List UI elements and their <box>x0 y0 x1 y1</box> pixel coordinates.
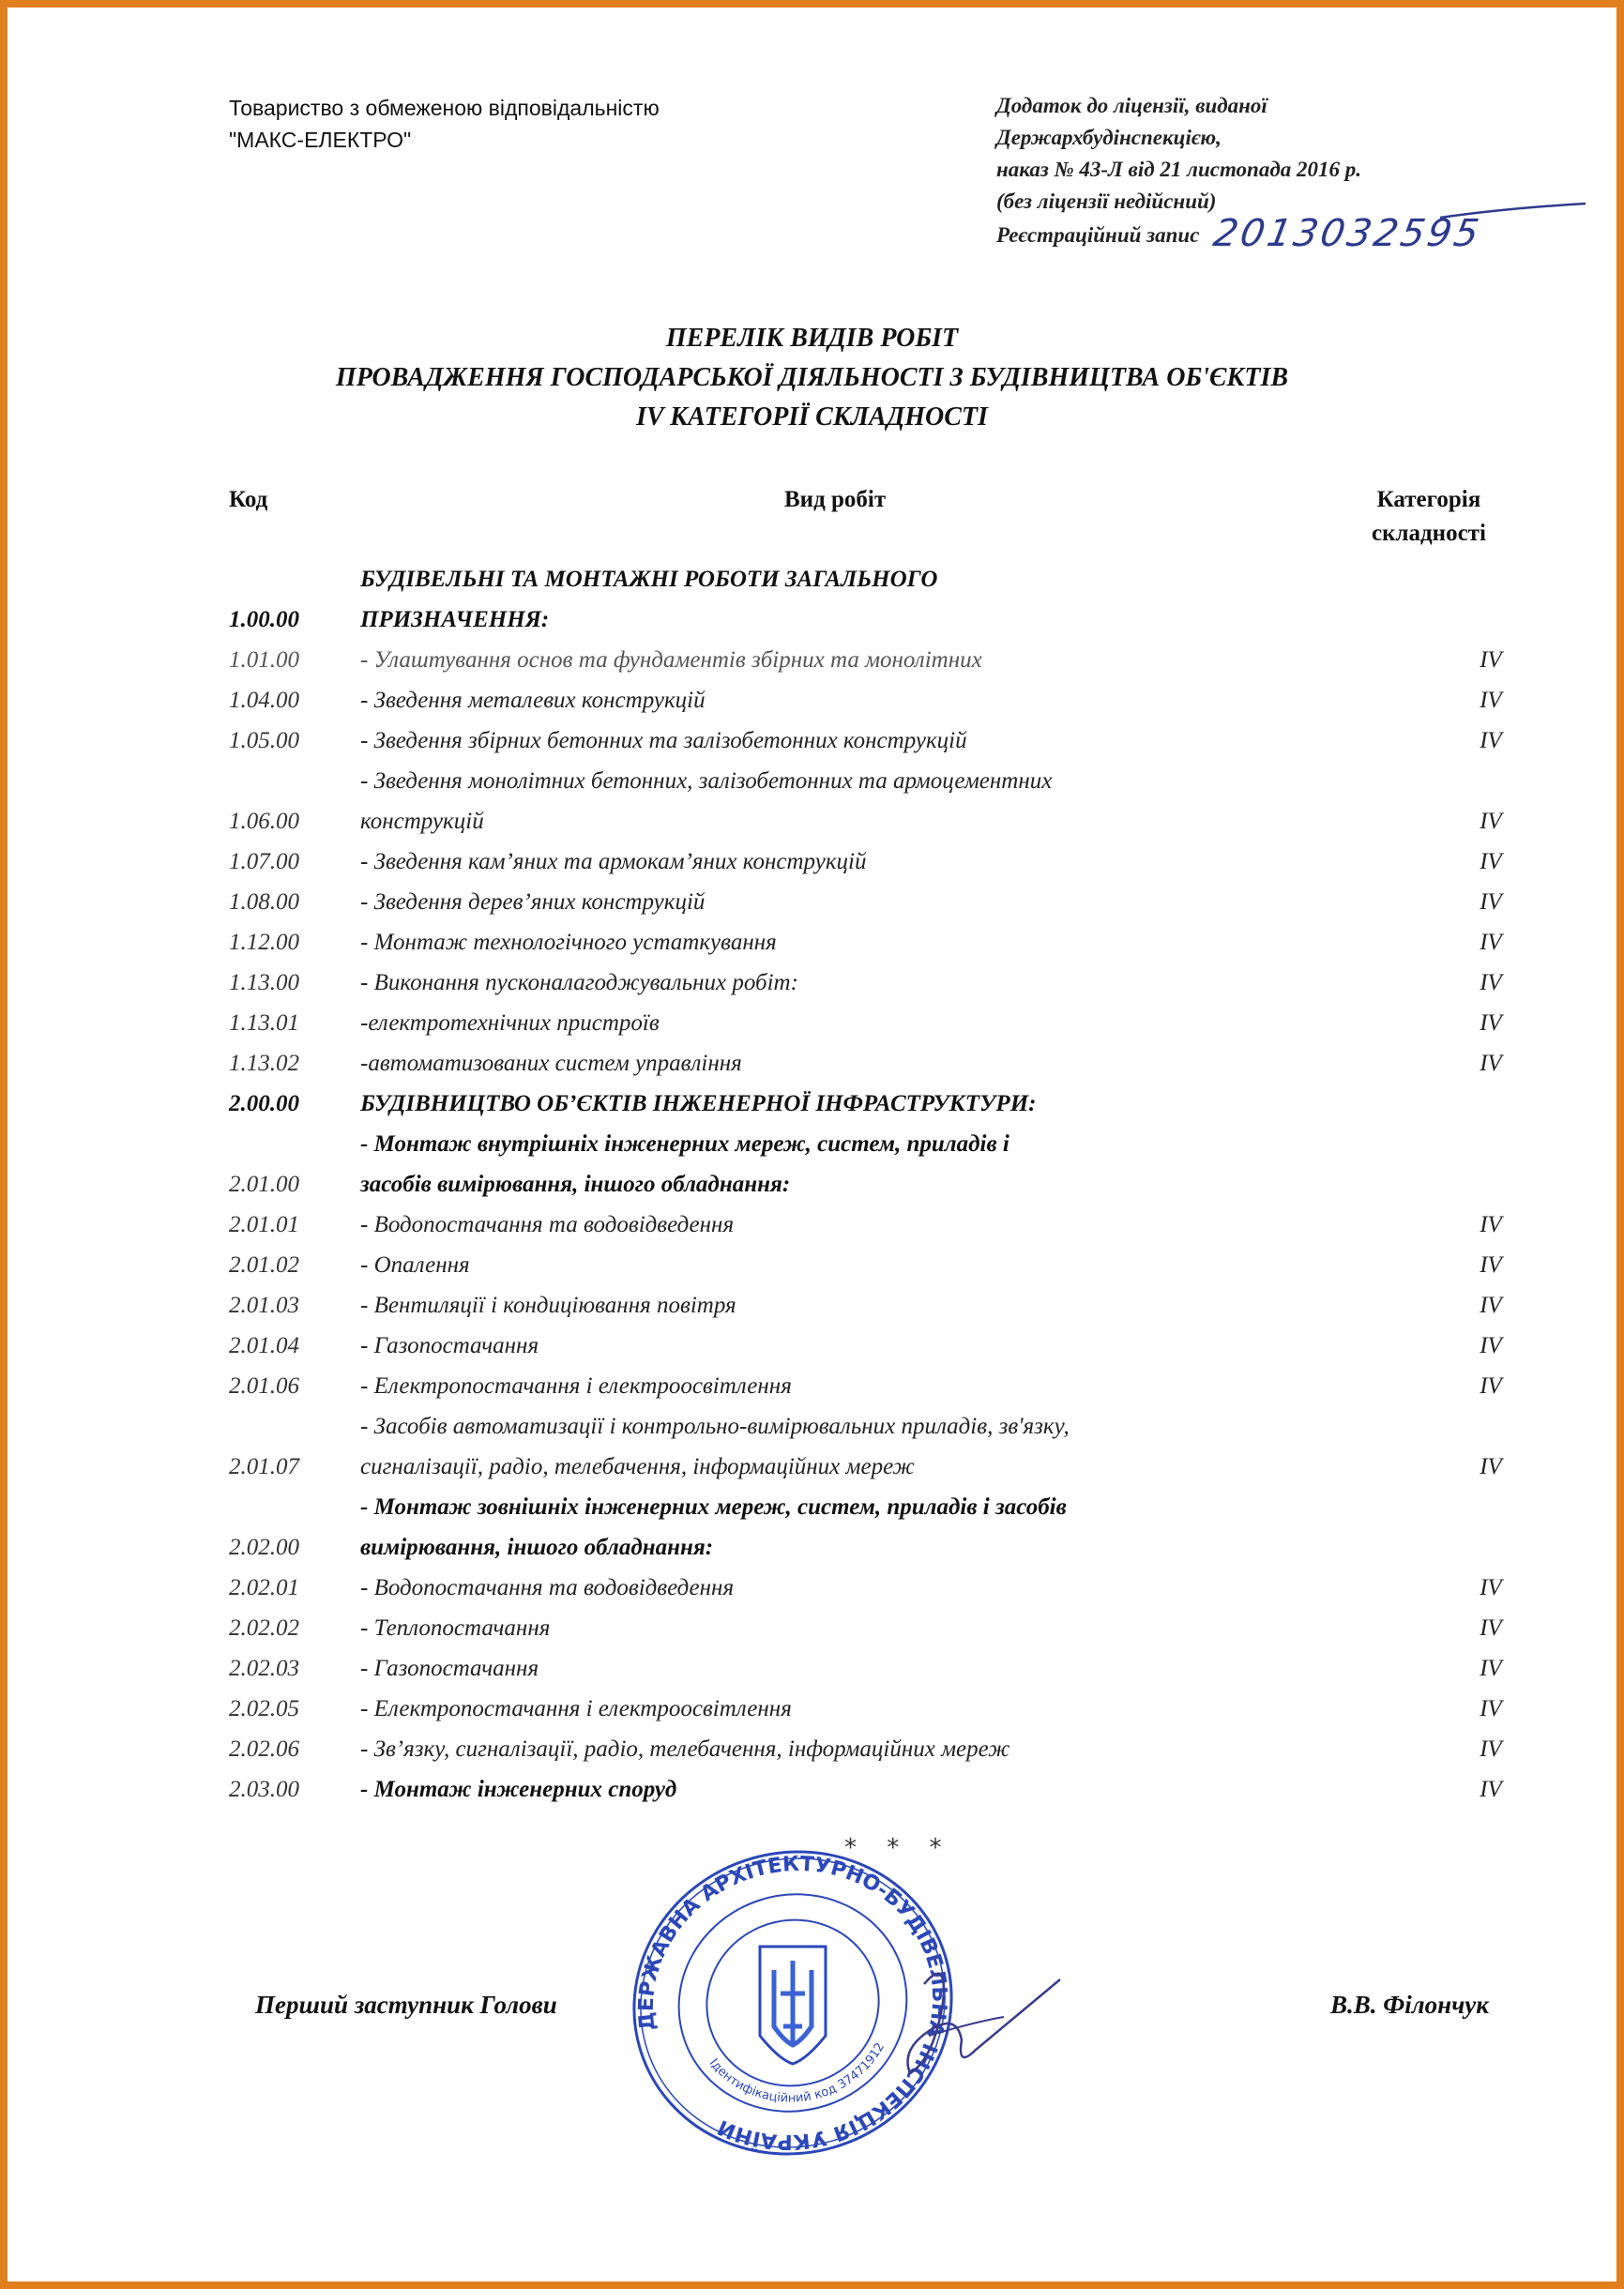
row-work-type <box>360 922 1439 963</box>
table-row <box>229 1366 1542 1406</box>
table-row <box>229 761 1542 841</box>
annex-line-3: наказ № 43-Л від 21 листопада 2016 р. <box>996 158 1361 181</box>
table-row <box>229 1285 1542 1326</box>
row-category: IV <box>1480 1333 1502 1358</box>
row-work-type-line: - Зведення кам’яних та армокам’яних конструкцій <box>360 849 867 874</box>
row-work-type <box>360 1285 1439 1326</box>
row-category: IV <box>1480 1575 1502 1600</box>
row-category: IV <box>1480 1736 1502 1762</box>
row-work-type-line: - Улаштування основ та фундаментів збірних та монолітних <box>360 647 982 673</box>
row-category: IV <box>1480 647 1502 673</box>
signatory-position: Перший заступник Голови <box>255 1991 557 2019</box>
row-category: IV <box>1480 1373 1502 1399</box>
company-legal-form: Товариство з обмеженою відповідальністю <box>229 96 660 120</box>
table-row <box>229 882 1542 922</box>
row-work-type <box>360 559 1439 640</box>
table-row <box>229 841 1542 882</box>
annex-line-1: Додаток до ліцензії, виданої <box>996 94 1267 117</box>
row-work-type <box>360 1366 1439 1406</box>
row-code: 1.05.00 <box>229 728 299 753</box>
row-work-type-line: - Газопостачання <box>360 1333 539 1358</box>
row-work-type-line: - Зведення дерев’яних конструкцій <box>360 889 706 915</box>
table-row <box>229 1205 1542 1245</box>
row-category: IV <box>1480 1212 1502 1237</box>
table-row <box>229 680 1542 720</box>
table-row <box>229 559 1542 640</box>
signatory-name: В.В. Філончук <box>1330 1991 1489 2019</box>
row-code: 2.02.01 <box>229 1575 299 1600</box>
row-code: 2.00.00 <box>229 1091 299 1116</box>
registration-number-handwritten: 2013032595 <box>1210 212 1485 255</box>
row-work-type-line: - Газопостачання <box>360 1656 539 1681</box>
row-code: 2.02.05 <box>229 1696 299 1721</box>
row-work-type <box>360 1003 1439 1043</box>
row-category: IV <box>1480 1615 1502 1641</box>
row-code: 1.13.02 <box>229 1051 299 1076</box>
row-category: IV <box>1480 1656 1502 1681</box>
annex-line-2: Держархбудінспекцією, <box>996 126 1222 149</box>
row-work-type-line: - Монтаж зовнішніх інженерних мереж, систем, приладів і засобів <box>360 1494 1067 1520</box>
row-work-type <box>360 1729 1439 1769</box>
row-work-type-line: - Електропостачання і електроосвітлення <box>360 1373 792 1399</box>
registration-label: Реєстраційний запис <box>996 223 1200 247</box>
column-header-category-line-1: Категорія <box>1376 487 1481 512</box>
row-work-type-line: засобів вимірювання, іншого обладнання: <box>360 1172 791 1197</box>
row-work-type-line: - Монтаж внутрішніх інженерних мереж, систем, приладів і <box>360 1131 1009 1157</box>
row-work-type <box>360 720 1439 761</box>
table-row <box>229 1568 1542 1608</box>
row-code: 2.01.03 <box>229 1293 299 1318</box>
trident-icon <box>760 1947 826 2064</box>
stamp-inner-text: Ідентифікаційний код 37471912 <box>706 2040 888 2106</box>
row-code: 2.02.02 <box>229 1615 299 1641</box>
row-work-type-line: БУДІВНИЦТВО ОБ’ЄКТІВ ІНЖЕНЕРНОЇ ІНФРАСТРУКТУРИ: <box>360 1091 1037 1116</box>
row-work-type-line: вимірювання, іншого обладнання: <box>360 1535 714 1560</box>
row-category: IV <box>1480 930 1502 955</box>
table-row <box>229 1487 1542 1568</box>
row-code: 1.08.00 <box>229 889 299 915</box>
row-work-type-line: - Зв’язку, сигналізації, радіо, телебачення, інформаційних мереж <box>360 1736 1010 1762</box>
row-work-type-line: - Опалення <box>360 1252 470 1278</box>
column-header-category <box>1372 483 1486 551</box>
row-code: 2.02.06 <box>229 1736 299 1762</box>
title-line-2: ПРОВАДЖЕННЯ ГОСПОДАРСЬКОЇ ДІЯЛЬНОСТІ З БУДІВНИЦТВА ОБ'ЄКТІВ <box>335 363 1289 392</box>
row-code: 2.01.00 <box>229 1172 299 1197</box>
row-category: IV <box>1480 970 1502 995</box>
row-work-type-line: - Засобів автоматизації і контрольно-вимірювальних приладів, зв'язку, <box>360 1414 1070 1439</box>
row-work-type-line: -автоматизованих систем управління <box>360 1051 742 1076</box>
table-row <box>229 1689 1542 1729</box>
table-row <box>229 1406 1542 1487</box>
row-code: 2.03.00 <box>229 1777 299 1802</box>
row-code: 1.00.00 <box>229 607 299 632</box>
row-work-type <box>360 761 1439 841</box>
row-code: 1.12.00 <box>229 930 299 955</box>
stamp-stars: * * * <box>844 1834 953 1862</box>
row-category: IV <box>1480 728 1502 753</box>
row-category: IV <box>1480 809 1502 834</box>
row-category: IV <box>1480 1777 1502 1802</box>
row-code: 2.01.07 <box>229 1454 299 1479</box>
table-row <box>229 1245 1542 1285</box>
row-work-type <box>360 1568 1439 1608</box>
table-row <box>229 1084 1542 1124</box>
row-work-type-line: сигналізації, радіо, телебачення, інформаційних мереж <box>360 1454 915 1479</box>
row-code: 1.01.00 <box>229 647 299 673</box>
row-work-type <box>360 963 1439 1003</box>
row-category: IV <box>1480 1010 1502 1036</box>
table-row <box>229 1648 1542 1689</box>
company-block <box>229 92 660 156</box>
row-work-type <box>360 1769 1439 1810</box>
row-code: 2.02.03 <box>229 1656 299 1681</box>
row-work-type <box>360 1608 1439 1648</box>
column-header-work-type: Вид робіт <box>784 487 887 512</box>
license-annex-block <box>996 90 1485 255</box>
row-category: IV <box>1480 1454 1502 1479</box>
row-category: IV <box>1480 889 1502 915</box>
row-code: 1.04.00 <box>229 688 299 713</box>
row-work-type <box>360 882 1439 922</box>
row-work-type-line: - Виконання пусконалагоджувальних робіт: <box>360 970 798 995</box>
row-code: 2.01.06 <box>229 1373 299 1399</box>
stamp-outer-text: ДЕРЖАВНА АРХІТЕКТУРНО-БУДІВЕЛЬНА ІНСПЕКЦІЯ УКРАЇНИ <box>634 1852 951 2154</box>
row-work-type <box>360 841 1439 882</box>
row-code: 2.01.04 <box>229 1333 299 1358</box>
row-category: IV <box>1480 1293 1502 1318</box>
table-row <box>229 1003 1542 1043</box>
row-work-type <box>360 1406 1439 1487</box>
handwritten-flourish-icon <box>1431 199 1590 255</box>
table-row <box>229 1608 1542 1648</box>
row-code: 2.02.00 <box>229 1535 299 1560</box>
column-header-category-line-2: складності <box>1372 521 1486 546</box>
row-work-type <box>360 1205 1439 1245</box>
row-work-type-line: конструкцій <box>360 809 484 834</box>
title-line-3: IV КАТЕГОРІЇ СКЛАДНОСТІ <box>636 402 988 432</box>
row-work-type-line: - Зведення збірних бетонних та залізобетонних конструкцій <box>360 728 967 753</box>
table-row <box>229 963 1542 1003</box>
row-work-type <box>360 1245 1439 1285</box>
row-work-type-line: - Електропостачання і електроосвітлення <box>360 1696 792 1721</box>
row-work-type-line: - Монтаж технологічного устаткування <box>360 930 777 955</box>
row-category: IV <box>1480 1252 1502 1278</box>
row-work-type <box>360 640 1439 680</box>
row-code: 1.13.00 <box>229 970 299 995</box>
row-code: 2.01.02 <box>229 1252 299 1278</box>
row-code: 1.13.01 <box>229 1010 299 1036</box>
row-code: 1.07.00 <box>229 849 299 874</box>
row-work-type <box>360 1084 1439 1124</box>
row-category: IV <box>1480 688 1502 713</box>
row-work-type <box>360 1124 1439 1205</box>
row-work-type-line: - Зведення монолітних бетонних, залізобетонних та армоцементних <box>360 768 1053 794</box>
row-code: 1.06.00 <box>229 809 299 834</box>
document-title <box>0 319 1624 437</box>
table-row <box>229 1729 1542 1769</box>
table-row <box>229 922 1542 963</box>
table-row <box>229 720 1542 761</box>
row-category: IV <box>1480 849 1502 874</box>
annex-line-4: (без ліцензії недійсний) <box>996 189 1217 213</box>
table-row <box>229 1124 1542 1205</box>
row-work-type-line: - Зведення металевих конструкцій <box>360 688 706 713</box>
title-line-1: ПЕРЕЛІК ВИДІВ РОБІТ <box>665 324 959 353</box>
row-code: 2.01.01 <box>229 1212 299 1237</box>
table-row <box>229 1043 1542 1084</box>
handwritten-signature <box>891 1947 1070 2097</box>
row-work-type-line: -електротехнічних пристроїв <box>360 1010 660 1036</box>
row-work-type-line: - Монтаж інженерних споруд <box>360 1777 677 1802</box>
table-row <box>229 640 1542 680</box>
table-row <box>229 1769 1542 1810</box>
row-work-type <box>360 1043 1439 1084</box>
table-row <box>229 1326 1542 1366</box>
work-types-table <box>229 559 1542 1810</box>
company-name: "МАКС-ЕЛЕКТРО" <box>229 128 412 152</box>
row-category: IV <box>1480 1696 1502 1721</box>
row-work-type-line: - Водопостачання та водовідведення <box>360 1212 735 1237</box>
row-work-type <box>360 1689 1439 1729</box>
row-work-type-line: - Водопостачання та водовідведення <box>360 1575 735 1600</box>
row-work-type-line: - Теплопостачання <box>360 1615 551 1641</box>
row-work-type <box>360 680 1439 720</box>
row-category: IV <box>1480 1051 1502 1076</box>
registration-entry <box>996 212 1485 255</box>
column-header-code: Код <box>229 487 268 512</box>
row-work-type-line: ПРИЗНАЧЕННЯ: <box>360 607 550 632</box>
row-work-type-line: - Вентиляції і кондиціювання повітря <box>360 1293 736 1318</box>
row-work-type <box>360 1487 1439 1568</box>
row-work-type-line: БУДІВЕЛЬНІ ТА МОНТАЖНІ РОБОТИ ЗАГАЛЬНОГО <box>360 567 938 592</box>
row-work-type <box>360 1326 1439 1366</box>
row-work-type <box>360 1648 1439 1689</box>
